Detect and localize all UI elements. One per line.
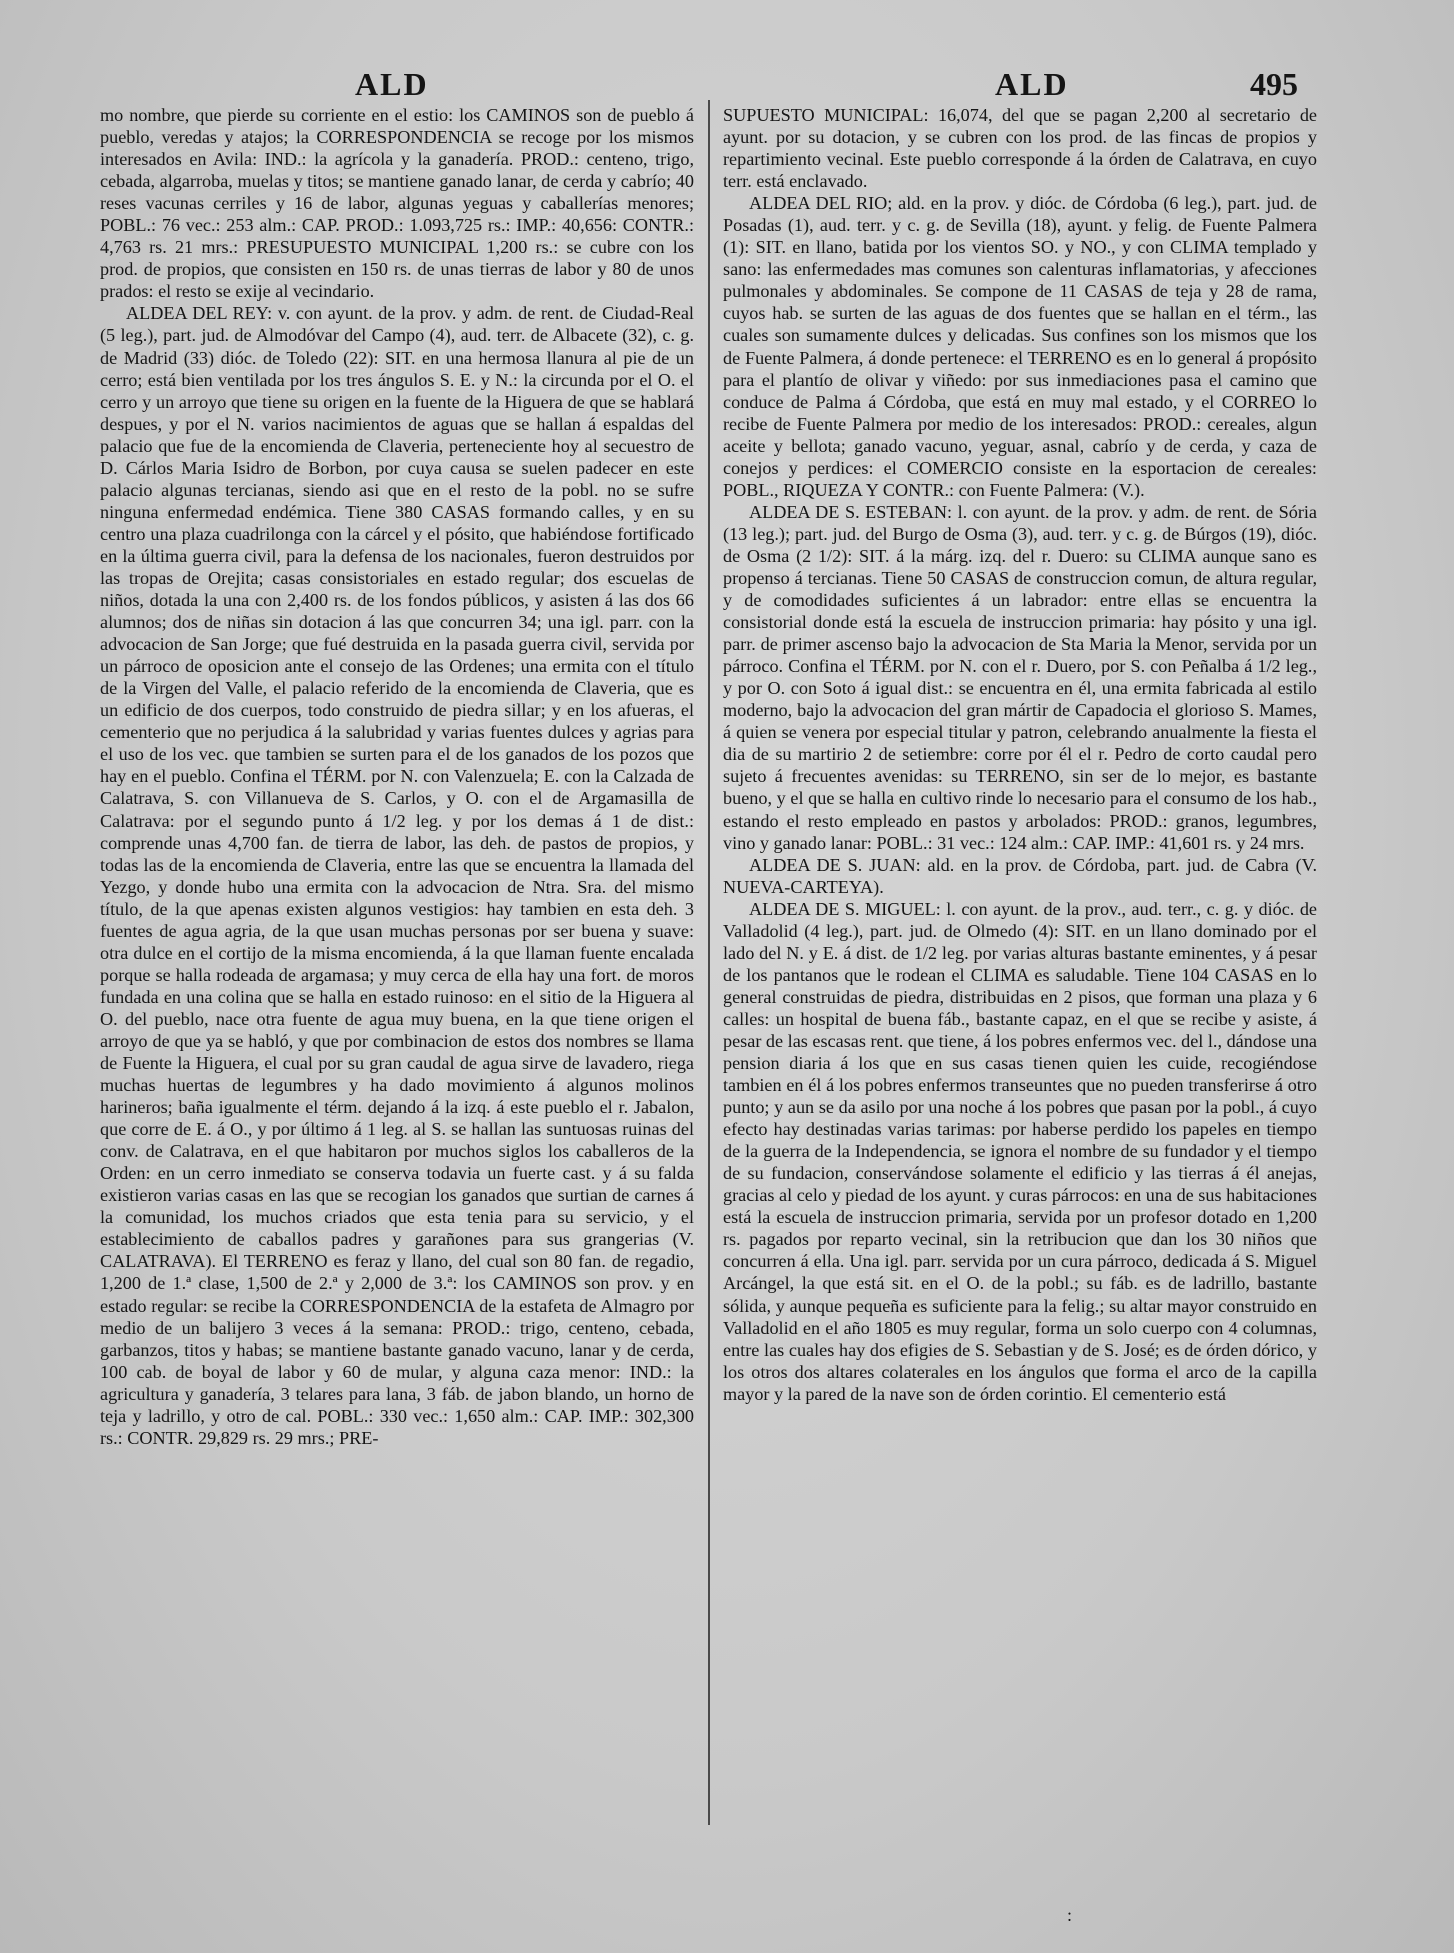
paragraph: ALDEA DE S. MIGUEL: l. con ayunt. de la prov., aud. terr., c. g. y dióc. de Valladolid (4 leg.), part. jud. de Olmedo (4): SIT. en un llano dominado por el lado del N. y E. á dist. de 1/2 leg. por varias alturas bastante eminentes, y á pesar de los pantanos que le rodean el CLIMA es saludable. Tiene 104 CASAS en lo general construidas de piedra, distribuidas en 2 pisos, que forman una plaza y 6 calles: un hospital de buena fáb., bastante capaz, en el que se recibe y asiste, á pesar de las escasas rent. que tiene, á los pobres enfermos vec. del l., dándose una pension diaria á los que en sus casas tienen quien les cuide, recogiéndose tambien en él á los pobres enfermos transeuntes que no pueden transferirse á otro punto; y aun se da asilo por una noche á los pobres que pasan por la pobl., á cuyo efecto hay destinadas varias tarimas: por haberse perdido los papeles en tiempo de la guerra de la Independencia, se ignora el nombre de su fundador y el tiempo de su fundacion, conservándose solamente el edificio y las tierras á él anejas, gracias al celo y piedad de los ayunt. y curas párrocos: en una de sus habitaciones está la escuela de instruccion primaria, servida por un profesor dotado en 1,200 rs. pagados por reparto vecinal, sin la retribucion que dan los 30 niños que concurren á ella. Una igl. parr. servida por un cura párroco, dedicada á S. Miguel Arcángel, la que está sit. en el O. de la pobl.; su fáb. es de ladrillo, bastante sólida, y aunque pequeña es suficiente para la felig.; su altar mayor construido en Valladolid en el año 1805 es muy regular, forma un solo cuerpo con 4 columnas, entre las cuales hay dos efigies de S. Sebastian y de S. José; es de órden dórico, y los otros dos altares colaterales en los ángulos que forma el arco de la capilla mayor y la pared de la nave son de órden corintio. El cementerio está [723,898,1317,1404]
paragraph: SUPUESTO MUNICIPAL: 16,074, del que se pagan 2,200 al secretario de ayunt. por su dotacion, y se cubren con los prod. de las fincas de propios y repartimiento vecinal. Este pueblo corresponde á la órden de Calatrava, en cuyo terr. está enclavado. [723,105,1317,192]
paragraph: ALDEA DEL REY: v. con ayunt. de la prov. y adm. de rent. de Ciudad-Real (5 leg.), part. jud. de Almodóvar del Campo (4), aud. terr. de Albacete (32), c. g. de Madrid (33) dióc. de Toledo (22): SIT. en una hermosa llanura al pie de un cerro; está bien ventilada por los tres ángulos S. E. y N.: la circunda por el O. el cerro y un arroyo que tiene su origen en la fuente de la Higuera de que se hablará despues, y por el N. varios nacimientos de aguas que se hallan á espaldas del palacio que fue de la encomienda de Claveria, perteneciente hoy al secuestro de D. Cárlos Maria Isidro de Borbon, por cuya causa se suelen padecer en este palacio algunas tercianas, siendo asi que en el resto de la pobl. no se sufre ninguna enfermedad endémica. Tiene 380 CASAS formando calles, y en su centro una plaza cuadrilonga con la cárcel y el pósito, que habiéndose fortificado en la última guerra civil, para la defensa de los nacionales, fueron destruidos por las tropas de Orejita; casas consistoriales en estado regular; dos escuelas de niños, dotada la una con 2,400 rs. de los fondos públicos, y asisten á las dos 66 alumnos; dos de niñas sin dotacion á las que concurren 34; una igl. parr. con la advocacion de San Jorge; que fué destruida en la pasada guerra civil, servida por un párroco de oposicion ante el consejo de las Ordenes; una ermita con el título de la Virgen del Valle, el palacio referido de la encomienda de Claveria, que es un edificio de dos cuerpos, todo construido de piedra sillar; y en los afueras, el cementerio que no perjudica á la salubridad y varias fuentes dulces y agrias para el uso de los vec. que tambien se surten para el de los ganados de los pozos que hay en el pueblo. Confina el TÉRM. por N. con Valenzuela; E. con la Calzada de Calatrava, S. con Villanueva de S. Carlos, y O. con el de Argamasilla de Calatrava: por el segundo punto á 1/2 leg. y por los demas á 1 de dist.: comprende unas 4,700 fan. de tierra de labor, las deh. de pastos de propios, y todas las de la encomienda de Claveria, entre las que se encuentra la llamada del Yezgo, y donde hubo una ermita con la advocacion de Ntra. Sra. del mismo título, de la que apenas existen algunos vestigios: hay tambien en esta deh. 3 fuentes de agua agria, de la que usan muchas personas por ser buena y suave: otra dulce en el cortijo de la misma encomienda, á la que llaman fuente encalada porque se halla rodeada de argamasa; y muy cerca de ella hay una fort. de moros fundada en una colina que se halla en estado ruinoso: en el sitio de la Higuera al O. del pueblo, nace otra fuente de agua muy buena, en la que tiene origen el arroyo de que ya se habló, y que por combinacion de estos dos nombres se llama de Fuente la Higuera, el cual por su gran caudal de agua sirve de lavadero, riega muchas huertas de legumbres y ha dado movimiento á algunos molinos harineros; baña igualmente el térm. dejando á la izq. á este pueblo el r. Jabalon, que corre de E. á O., y por último á 1 leg. al S. se hallan las suntuosas ruinas del conv. de Calatrava, en el que habitaron por muchos siglos los caballeros de la Orden: en un cerro inmediato se conserva todavia un fuerte cast. y á su falda existieron varias casas en las que se recogian los ganados que surtian de carnes á la comunidad, los muchos criados que esta tenia para su servicio, y el establecimiento de caballos padres y garañones para sus grangerias (V. CALATRAVA). El TERRENO es feraz y llano, del cual son 80 fan. de regadio, 1,200 de 1.ª clase, 1,500 de 2.ª y 2,000 de 3.ª: los CAMINOS son prov. y en estado regular: se recibe la CORRESPONDENCIA de la estafeta de Almagro por medio de un balijero 3 veces á la semana: PROD.: trigo, centeno, cebada, garbanzos, titos y habas; se mantiene bastante ganado vacuno, lanar y de cerda, 100 cab. de boyal de labor y 60 de mular, y alguna caza menor: IND.: la agricultura y ganadería, 3 telares para lana, 3 fáb. de jabon blando, un horno de teja y ladrillo, y otro de cal. POBL.: 330 vec.: 1,650 alm.: CAP. IMP.: 302,300 rs.: CONTR. 29,829 rs. 29 mrs.; PRE- [100,303,694,1448]
column-divider [708,100,710,1825]
paragraph: ALDEA DEL RIO; ald. en la prov. y dióc. de Córdoba (6 leg.), part. jud. de Posadas (1), aud. terr. y c. g. de Sevilla (18), ayunt. y felig. de Fuente Palmera (1): SIT. en llano, batida por los vientos SO. y NO., y con CLIMA templado y sano: las enfermedades mas comunes son calenturas inflamatorias, y afecciones pulmonales y abdominales. Se compone de 11 CASAS de teja y 28 de rama, cuyos hab. se surten de las aguas de dos fuentes que se hallan en el térm., las cuales son sumamente dulces y delicadas. Sus confines son los mismos que los de Fuente Palmera, á donde pertenece: el TERRENO es en lo general á propósito para el plantío de olivar y viñedo: por sus inmediaciones pasa el camino que conduce de Palma á Córdoba, que está en muy mal estado, y el CORREO lo recibe de Fuente Palmera por medio de los interesados: PROD.: cereales, algun aceite y bellota; ganado vacuno, yeguar, asnal, cabrío y de cerda, y caza de conejos y perdices: el COMERCIO consiste en la esportacion de cereales: POBL., RIQUEZA Y CONTR.: con Fuente Palmera: (V.). [723,193,1317,500]
text-column-right [723,104,1317,1819]
text-column-left [100,104,694,1819]
paragraph: ALDEA DE S. JUAN: ald. en la prov. de Córdoba, part. jud. de Cabra (V. NUEVA-CARTEYA). [723,854,1317,897]
paragraph: ALDEA DE S. ESTEBAN: l. con ayunt. de la prov. y adm. de rent. de Sória (13 leg.); part. jud. del Burgo de Osma (3), aud. terr. y c. g. de Búrgos (19), dióc. de Osma (2 1/2): SIT. á la márg. izq. del r. Duero: su CLIMA aunque sano es propenso á tercianas. Tiene 50 CASAS de construccion comun, de altura regular, y de comodidades suficientes á un labrador: entre ellas se encuentra la consistorial donde está la escuela de instruccion primaria: hay pósito y una igl. parr. de primer ascenso bajo la advocacion de Sta Maria la Menor, servida por un párroco. Confina el TÉRM. por N. con el r. Duero, por S. con Peñalba á 1/2 leg., y por O. con Soto á igual dist.: se encuentra en él, una ermita fabricada al estilo moderno, bajo la advocacion del gran mártir de Capadocia el glorioso S. Mames, á quien se venera por especial titular y patron, celebrando anualmente la fiesta el dia de su martirio 2 de setiembre: corre por él el r. Pedro de corto caudal pero sujeto á frecuentes avenidas: su TERRENO, sin ser de lo mejor, es bastante bueno, y el que se halla en cultivo rinde lo necesario para el consumo de los hab., estando el resto empleado en pastos y arbolados: PROD.: granos, legumbres, vino y ganado lanar: POBL.: 31 vec.: 124 alm.: CAP. IMP.: 41,601 rs. y 24 mrs. [723,501,1317,853]
page-header [0,66,1454,106]
page-number: 495 [1250,66,1298,102]
running-head-left: ALD [355,66,429,102]
running-head-right: ALD [995,66,1069,102]
footer-mark: : [1067,1905,1073,1925]
paragraph: mo nombre, que pierde su corriente en el estio: los CAMINOS son de pueblo á pueblo, veredas y atajos; la CORRESPONDENCIA se recoge por los mismos interesados en Avila: IND.: la agrícola y la ganadería. PROD.: centeno, trigo, cebada, algarroba, muelas y titos; se mantiene ganado lanar, de cerda y cabrío; 40 reses vacunas cerriles y 16 de labor, algunas yeguas y caballerías menores; POBL.: 76 vec.: 253 alm.: CAP. PROD.: 1.093,725 rs.: IMP.: 40,656: CONTR.: 4,763 rs. 21 mrs.: PRESUPUESTO MUNICIPAL 1,200 rs.: se cubre con los prod. de propios, que consisten en 150 rs. de unas tierras de labor y 80 de unos prados: el resto se exije al vecindario. [100,105,694,302]
